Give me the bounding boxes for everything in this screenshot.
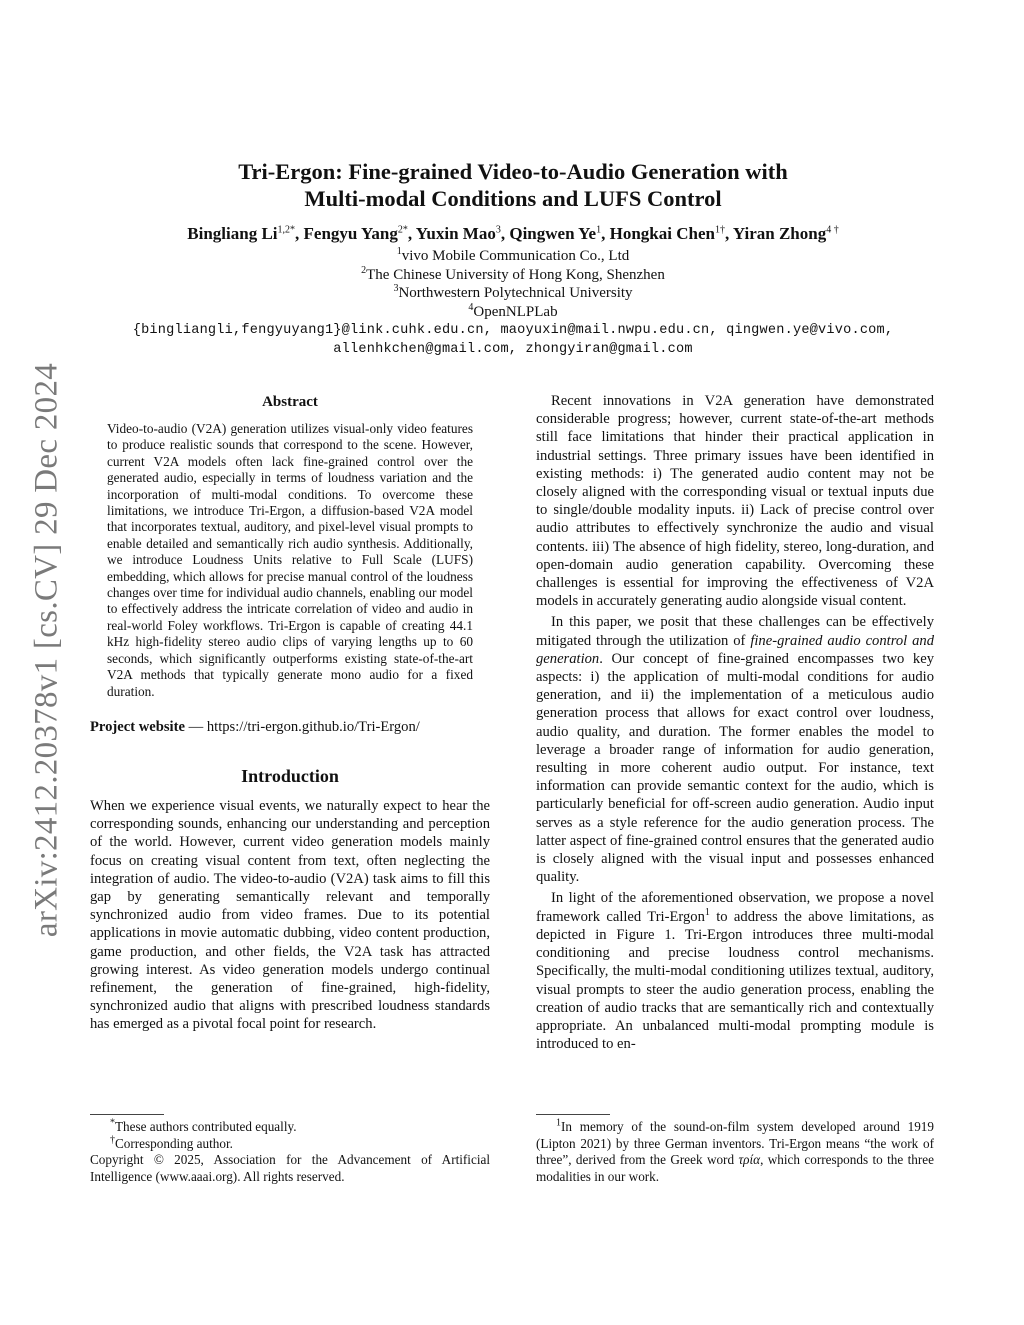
affiliation: $^2$The Chinese University of Hong Kong, Shenzhen (361, 264, 665, 283)
footnote-divider (536, 1114, 610, 1115)
author-list (92, 223, 934, 245)
body-paragraph: In this paper, we posit that these challenges can be effectively mitigated through the utilization of fine-grained audio control and generation. Our concept of fine-grained encompasses two key aspects: i) the application of multi-modal conditions for audio generation, and ii) the implementation of a meticulous audio generation process that allows for exact control over loudness, audio quality, and duration. The former enables the model to leverage a broader range of information for audio generation, resulting in more coherent audio output. For instance, text information can provide semantic context for the audio, which is particularly beneficial for off-screen audio generation. Audio input serves as a style reference for the audio generation process. The latter aspect of fine-grained control ensures that the generated audio is closely aligned with the visual input and possesses enhanced quality. (536, 614, 935, 886)
emails-line-1: {bingliangli,fengyuyang1}@link.cuhk.edu.cn, maoyuxin@mail.nwpu.edu.cn, qingwen.ye@vivo.com, (132, 323, 894, 338)
affiliation: $^4$OpenNLPLab (468, 301, 558, 320)
body-paragraph: In light of the aforementioned observation, we propose a novel framework called Tri-Ergon$^1$ to address the above limitations, as depicted in Figure 1. Tri-Ergon introduces three multi-modal conditioning and precise loudness control mechanisms. Specifically, the multi-modal conditioning utilizes textual, auditory, visual prompts to steer the audio generation process, enabling the creation of audio tracks that are semantically rich and contextually appropriate. An unbalanced multi-modal prompting module is introduced to en- (536, 890, 935, 1053)
emails-line-2: allenhkchen@gmail.com, zhongyiran@gmail.com (333, 341, 693, 357)
project-website: Project website — https://tri-ergon.github.io/Tri-Ergon/ (90, 718, 420, 735)
right-footnotes (536, 1104, 934, 1185)
introduction-heading: Introduction (241, 765, 339, 786)
arxiv-stamp-text: arXiv:2412.20378v1 [cs.CV] 29 Dec 2024 (28, 362, 65, 938)
affiliation: $^1$vivo Mobile Communication Co., Ltd (396, 246, 630, 264)
affiliation: $^3$Northwestern Polytechnical University (393, 283, 633, 301)
paper-title (92, 158, 934, 212)
author: Bingliang $Li^{1,2*}$, (187, 224, 304, 243)
intro-paragraph: When we experience visual events, we naturally expect to hear the corresponding sounds, enhancing our understanding and perception of the world. However, current video generation models mainly focus on creating visual content from text, often neglecting the integration of audio. The video-to-audio (V2A) task aims to fill this gap by generating semantically relevant and temporally synchronized audio from video frames. Due to its potential applications in movie automatic dubbing, video content production, game production, and other fields, the V2A task has attracted growing interest. As video generation models undergo continual refinement, the generation of fine-grained, high-fidelity, synchronized audio that aligns with prescribed loudness standards has emerged as a pivotal focal point for research. (90, 797, 490, 1033)
author: Yuxin Mao$^3$, (415, 224, 510, 243)
emphasis-text: fine-grained audio control and generation (536, 632, 935, 667)
footnote-corresponding: †Corresponding author. (110, 1134, 233, 1151)
project-label: Project website (90, 718, 185, 735)
paper-header (92, 158, 934, 359)
title-line-1: Tri-Ergon: Fine-grained Video-to-Audio Generation with (238, 159, 788, 184)
author: Hongkai Chen$^{1\dagger}$, (609, 224, 733, 243)
body-paragraph: Recent innovations in V2A generation have demonstrated considerable progress; however, current state-of-the-art methods still face limitations that hinder their practical application in industrial settings. Three primary issues have been identified in existing methods: i) The generated audio content may not be closely aligned with the corresponding visual or textual inputs due to single/double modality inputs. ii) Lack of precise control over audio attributes to effectively synchronize the audio and visual contents. iii) The absence of high fidelity, stereo, long-duration, and open-domain audio generation capability. Overcoming these challenges is essential for improving the effectiveness of V2A models in accurately generating audio alongside visual content. (536, 393, 934, 610)
project-link[interactable]: https://tri-ergon.github.io/Tri-Ergon/ (206, 718, 420, 735)
footnote-divider (90, 1114, 164, 1115)
author: Fengyu Yang$^{2*}$, (303, 224, 416, 243)
arxiv-stamp (8, 350, 86, 950)
footnote-equal-contribution: *These authors contributed equally. (110, 1117, 297, 1134)
author: Yiran Zhong$^{4 \dagger}$ (732, 224, 839, 243)
abstract-text: Video-to-audio (V2A) generation utilizes visual-only video features to produce realistic sounds that correspond to the scene. However, current V2A models often lack fine-grained control over the generated audio, especially in terms of loudness variation and the incorporation of multi-modal conditions. To overcome these limitations, we introduce Tri-Ergon, a diffusion-based V2A model that incorporates textual, auditory, and pixel-level visual prompts to enable detailed and semantically rich audio synthesis. Additionally, we introduce Loudness Units relative to Full Scale (LUFS) embedding, which allows for precise manual control of the loudness changes over time for individual audio channels, enabling our model to effectively address the intricate correlation of video and audio in real-world Foley workflows. Tri-Ergon is capable of creating 44.1 kHz high-fidelity stereo audio clips of varying lengths up to 60 seconds, which significantly outperforms existing state-of-the-art V2A methods that typically generate mono audio for a fixed duration. (107, 421, 473, 699)
title-line-2: Multi-modal Conditions and LUFS Control (304, 186, 722, 211)
right-column (536, 392, 934, 1053)
left-footnotes (90, 1104, 490, 1185)
footnote-marker[interactable]: 1 (704, 906, 710, 918)
author-emails (92, 322, 934, 359)
greek-word: τρία (738, 1152, 761, 1167)
author: Qingwen Ye$^1$, (509, 224, 610, 243)
left-column (90, 392, 490, 1034)
copyright-notice: Copyright © 2025, Association for the Advancement of Artificial Intelligence (www.aaai.org). All rights reserved. (90, 1152, 490, 1184)
abstract-heading: Abstract (262, 394, 318, 410)
footnote-1: $^1$In memory of the sound-on-film system developed around 1919 (Lipton 2021) by three German inventors. Tri-Ergon means “the work of three”, derived from the Greek word τρία, which corresponds to the three modalities in our work. (536, 1117, 934, 1184)
